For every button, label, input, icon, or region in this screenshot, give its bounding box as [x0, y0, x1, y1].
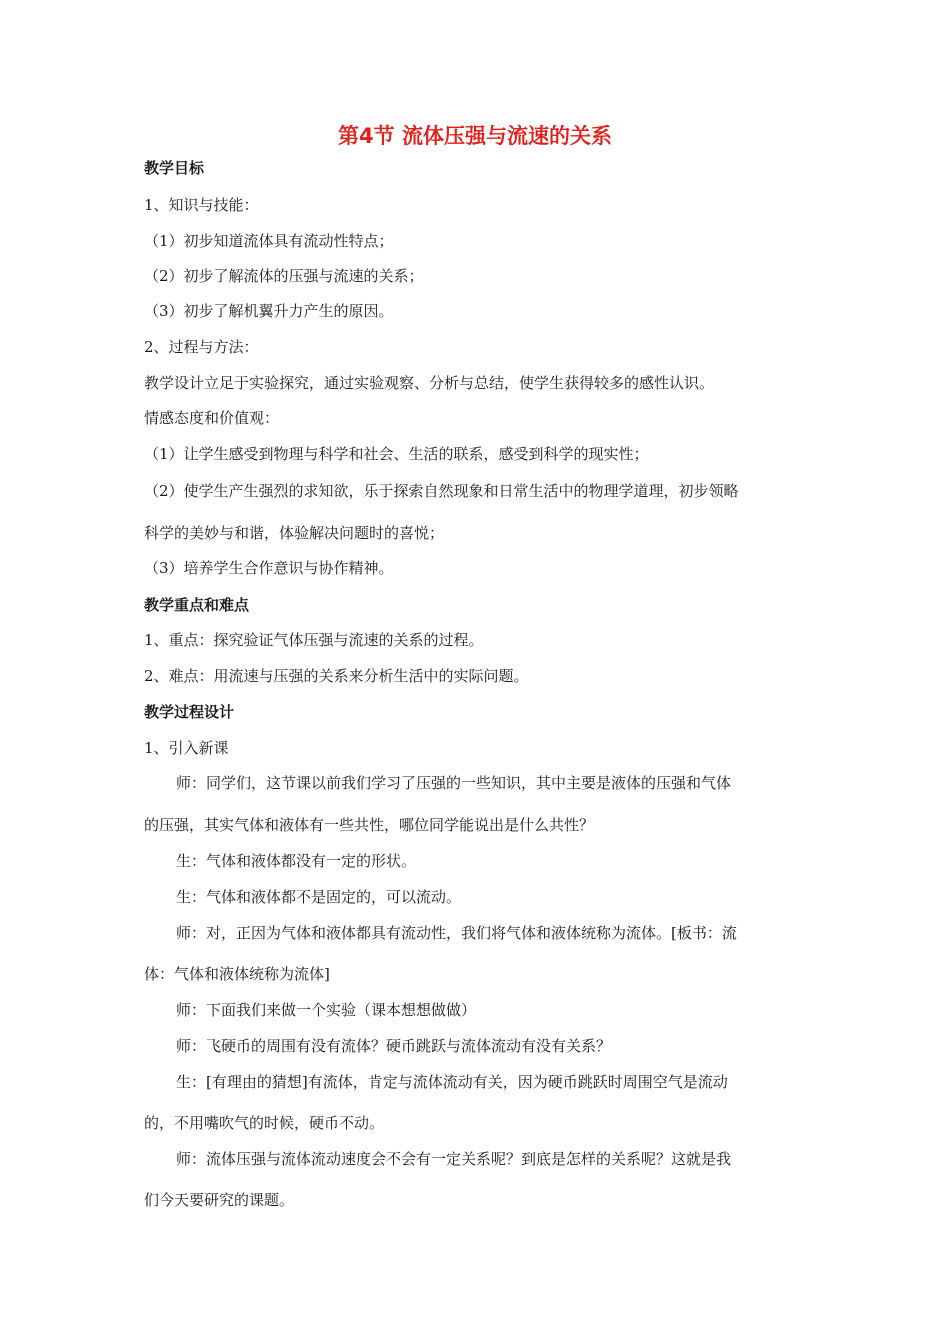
knowledge-item: （3）初步了解机翼升力产生的原因。 [144, 302, 394, 320]
knowledge-label: 1、知识与技能： [144, 196, 259, 214]
dialogue-line: 生：[有理由的猜想]有流体，肯定与流体流动有关，因为硬币跳跃时周围空气是流动 [176, 1073, 728, 1091]
dialogue-line: 师：流体压强与流体流动速度会不会有一定关系呢？到底是怎样的关系呢？这就是我 [176, 1150, 732, 1168]
document-title: 第4节 流体压强与流速的关系 [338, 124, 612, 148]
knowledge-item: （1）初步知道流体具有流动性特点； [144, 232, 394, 250]
section-heading-process: 教学过程设计 [144, 703, 235, 721]
dialogue-line: 生：气体和液体都没有一定的形状。 [176, 852, 417, 870]
emotion-label: 情感态度和价值观： [144, 409, 280, 427]
emotion-item-continuation: 科学的美妙与和谐，体验解决问题时的喜悦； [144, 524, 445, 542]
key-point-item: 1、重点：探究验证气体压强与流速的关系的过程。 [144, 631, 484, 649]
dialogue-line: 的，不用嘴吹气的时候，硬币不动。 [144, 1114, 385, 1132]
dialogue-line: 生：气体和液体都不是固定的，可以流动。 [176, 888, 462, 906]
dialogue-line: 师：飞硬币的周围有没有流体？硬币跳跃与流体流动有没有关系？ [176, 1037, 612, 1055]
dialogue-line: 师：对，正因为气体和液体都具有流动性，我们将气体和液体统称为流体。[板书：流 [176, 924, 737, 942]
process-label: 2、过程与方法： [144, 338, 259, 356]
section-heading-key-points: 教学重点和难点 [144, 596, 250, 614]
key-point-item: 2、难点：用流速与压强的关系来分析生活中的实际问题。 [144, 667, 529, 685]
knowledge-item: （2）初步了解流体的压强与流速的关系； [144, 267, 424, 285]
section-heading-objectives: 教学目标 [144, 159, 205, 177]
emotion-item: （1）让学生感受到物理与科学和社会、生活的联系，感受到科学的现实性； [144, 445, 649, 463]
dialogue-line: 们今天要研究的课题。 [144, 1191, 295, 1209]
step-label: 1、引入新课 [144, 739, 229, 757]
dialogue-line: 师：下面我们来做一个实验（课本想想做做） [176, 1001, 477, 1019]
process-text: 教学设计立足于实验探究，通过实验观察、分析与总结，使学生获得较多的感性认识。 [144, 374, 715, 392]
dialogue-line: 的压强，其实气体和液体有一些共性，哪位同学能说出是什么共性？ [144, 816, 595, 834]
dialogue-line: 师：同学们，这节课以前我们学习了压强的一些知识，其中主要是液体的压强和气体 [176, 774, 732, 792]
emotion-item: （2）使学生产生强烈的求知欲，乐于探索自然现象和日常生活中的物理学道理，初步领略 [144, 482, 739, 500]
dialogue-line: 体：气体和液体统称为流体] [144, 965, 330, 983]
emotion-item: （3）培养学生合作意识与协作精神。 [144, 559, 394, 577]
